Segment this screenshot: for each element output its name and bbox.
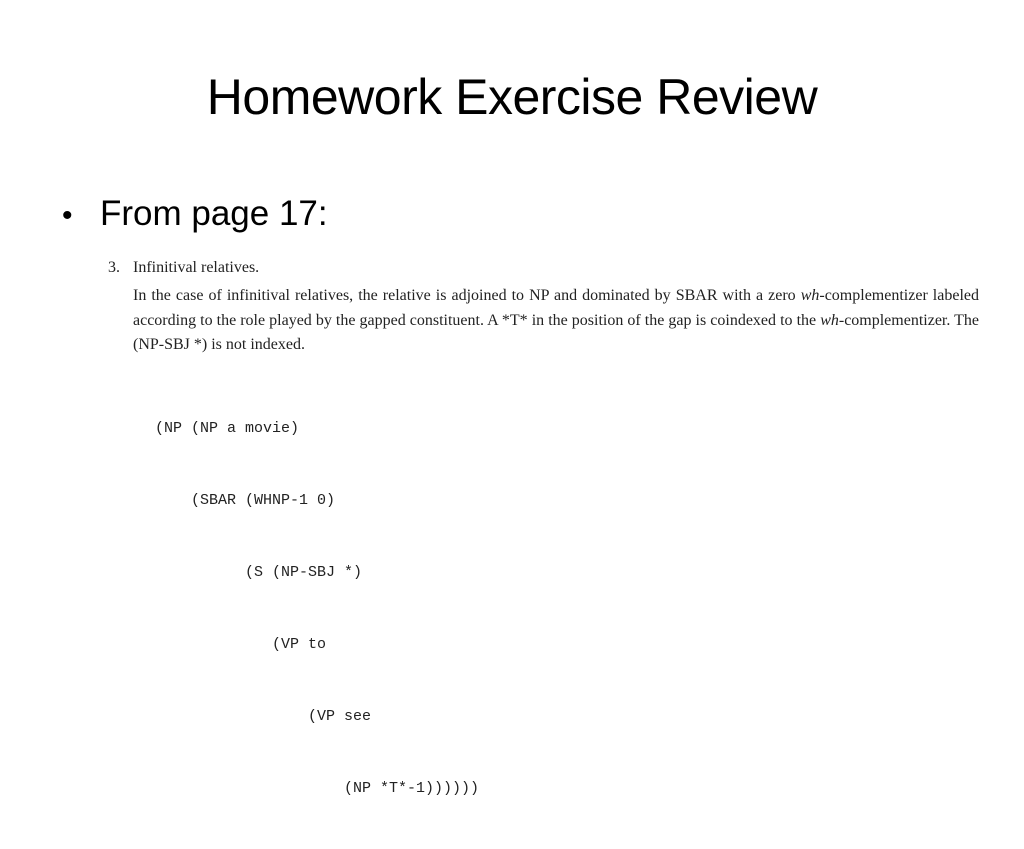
bullet-text: From page 17: bbox=[100, 194, 328, 233]
code-line: (VP see bbox=[155, 708, 372, 725]
paragraph-italic-wh-1: wh bbox=[800, 287, 820, 304]
code-line: (S (NP-SBJ *) bbox=[155, 564, 363, 581]
paragraph-text-1: In the case of infinitival relatives, the relative is adjoined to NP and dominated by SBAR with a zero bbox=[133, 287, 801, 304]
excerpt-heading-text: Infinitival relatives. bbox=[133, 259, 260, 276]
excerpt-paragraph bbox=[133, 284, 979, 358]
code-line: (SBAR (WHNP-1 0) bbox=[155, 492, 336, 509]
excerpt-number: 3. bbox=[108, 259, 120, 276]
parse-tree-code bbox=[155, 369, 479, 849]
bullet-icon: • bbox=[62, 199, 73, 232]
paragraph-text-2: -complementizer labeled according to the role played by the gapped constituent. A *T* in the position of the gap is coindexed to the bbox=[133, 287, 979, 329]
document-excerpt bbox=[108, 257, 988, 358]
paragraph-text-3: -complementizer. The (NP-SBJ *) is not indexed. bbox=[133, 311, 980, 353]
excerpt-heading bbox=[108, 257, 988, 279]
bullet-item bbox=[62, 190, 328, 240]
slide-title: Homework Exercise Review bbox=[206, 69, 818, 125]
code-line: (NP *T*-1)))))) bbox=[155, 780, 480, 797]
paragraph-italic-wh-2: wh bbox=[820, 311, 839, 329]
code-line: (VP to bbox=[155, 636, 327, 653]
code-line: (NP (NP a movie) bbox=[155, 420, 300, 437]
